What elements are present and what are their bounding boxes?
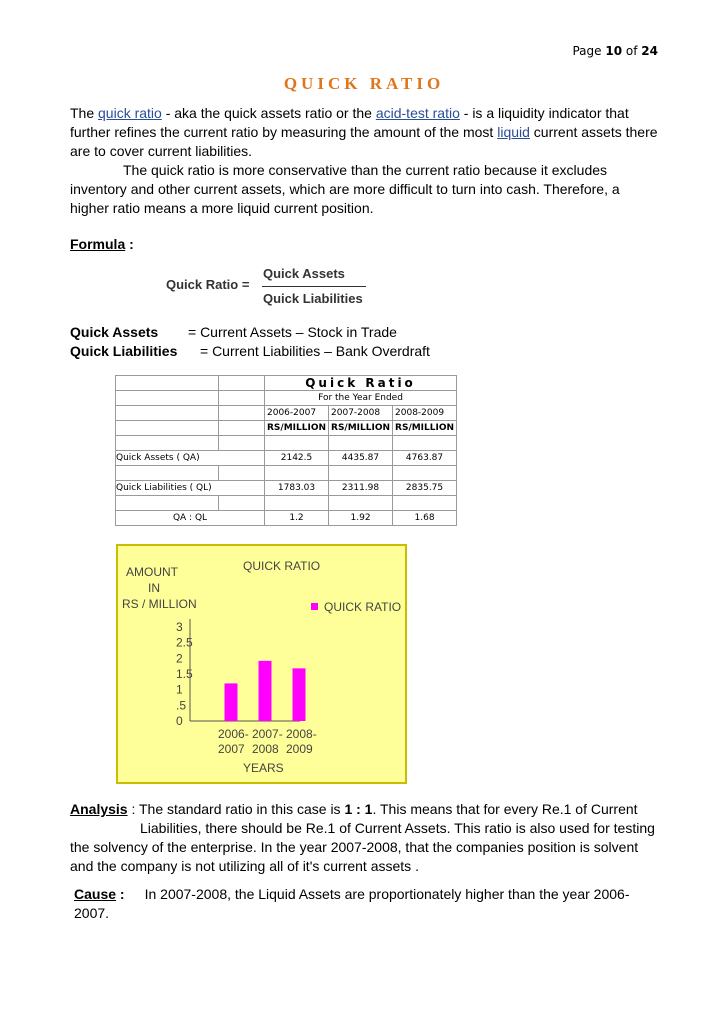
y-tick-label: 1.5 (176, 667, 193, 681)
legend-label: QUICK RATIO (324, 600, 402, 614)
intro-paragraph-2: The quick ratio is more conservative than the current ratio because it excludes inventory and other current assets, which are more difficult to turn into cash. Therefore, a higher ratio means a more liquid current position. (70, 162, 620, 216)
x-tick-label: 2008 (252, 742, 279, 756)
analysis-line-2: Liabilities, there should be Re.1 of Current Assets. This ratio is also used for testing (140, 820, 655, 836)
year-header: 2008-2009 (393, 406, 457, 421)
y-tick-label: .5 (176, 698, 187, 713)
x-axis-label: YEARS (243, 761, 284, 775)
table-subtitle: For the Year Ended (265, 391, 457, 406)
page-title: QUICK RATIO (283, 74, 445, 93)
table-cell: 1783.03 (265, 481, 329, 496)
x-tick-label: 2008- (286, 727, 317, 741)
y-axis-label: IN (148, 581, 160, 595)
table-cell: 1.2 (265, 511, 329, 526)
quick-ratio-chart (116, 544, 407, 784)
quick-liabilities-definition: Quick Liabilities = Current Liabilities – Bank Overdraft (70, 343, 430, 359)
legend-swatch (311, 603, 318, 610)
formula-lhs: Quick Ratio = (166, 277, 250, 292)
table-cell: 1.68 (393, 511, 457, 526)
quick-assets-definition: Quick Assets = Current Assets – Stock in Trade (70, 324, 397, 340)
analysis-rest: the solvency of the enterprise. In the year 2007-2008, that the companies position is solvent and the company is not utilizing all of it's current assets . (70, 839, 639, 874)
unit-header: RS/MILLION (393, 421, 457, 436)
bar (293, 668, 306, 721)
analysis-paragraph: Analysis : The standard ratio in this case is 1 : 1. This means that for every Re.1 of Current Liabilities, there should be Re.1 of Current Assets. This ratio is also used for testing the solvency of the enterprise. In the year 2007-2008, that the companies position is solvent and the company is not utilizing all of it's current assets . (70, 800, 660, 876)
table-cell: 2311.98 (329, 481, 393, 496)
table-cell: 4435.87 (329, 451, 393, 466)
y-tick-label: 3 (176, 620, 183, 634)
unit-header: RS/MILLION (265, 421, 329, 436)
table-row (116, 481, 457, 496)
x-tick-label: 2009 (286, 742, 313, 756)
bar (225, 683, 238, 721)
chart-svg (118, 546, 405, 782)
fraction-bar (262, 286, 366, 287)
page-number: Page 10 of 24 (572, 44, 658, 58)
row-label: QA : QL (116, 511, 265, 526)
year-header: 2006-2007 (265, 406, 329, 421)
table-cell: 2142.5 (265, 451, 329, 466)
table-cell: 1.92 (329, 511, 393, 526)
x-tick-label: 2007 (218, 742, 245, 756)
y-axis-label: RS / MILLION (122, 597, 197, 611)
x-tick-label: 2006- (218, 727, 249, 741)
table-cell: 4763.87 (393, 451, 457, 466)
quick-ratio-link[interactable]: quick ratio (98, 105, 162, 121)
table-row (116, 511, 457, 526)
intro-paragraph: The quick ratio - aka the quick assets ratio or the acid-test ratio - is a liquidity indicator that further refines the current ratio by measuring the amount of the most liquid current assets there are to cover current liabilities. The quick ratio is more conservative than the current ratio because it excludes inventory and other current assets, which are more difficult to turn into cash. Therefore, a higher ratio means a more liquid current position. (70, 104, 660, 218)
formula-numerator: Quick Assets (263, 266, 345, 281)
x-tick-label: 2007- (252, 727, 283, 741)
unit-header: RS/MILLION (329, 421, 393, 436)
row-label: Quick Liabilities ( QL) (116, 481, 265, 496)
table-cell: 2835.75 (393, 481, 457, 496)
liquid-link[interactable]: liquid (497, 124, 530, 140)
acid-test-ratio-link[interactable]: acid-test ratio (375, 105, 460, 121)
y-axis-label: AMOUNT (126, 565, 178, 579)
row-label: Quick Assets ( QA) (116, 451, 265, 466)
y-tick-label: 2.5 (176, 635, 193, 650)
y-tick-label: 2 (176, 651, 183, 666)
formula-denominator: Quick Liabilities (263, 291, 363, 306)
cause-paragraph: Cause : In 2007-2008, the Liquid Assets are proportionately higher than the year 2006-2007. (74, 886, 630, 921)
bar (259, 661, 272, 721)
chart-title: QUICK RATIO (243, 559, 321, 573)
table-row (116, 451, 457, 466)
y-tick-label: 1 (176, 682, 183, 697)
year-header: 2007-2008 (329, 406, 393, 421)
quick-ratio-table (115, 375, 457, 526)
table-title: Quick Ratio (265, 376, 457, 391)
y-tick-label: 0 (176, 714, 183, 728)
formula-image (166, 262, 376, 310)
formula-heading: Formula : (70, 236, 134, 252)
